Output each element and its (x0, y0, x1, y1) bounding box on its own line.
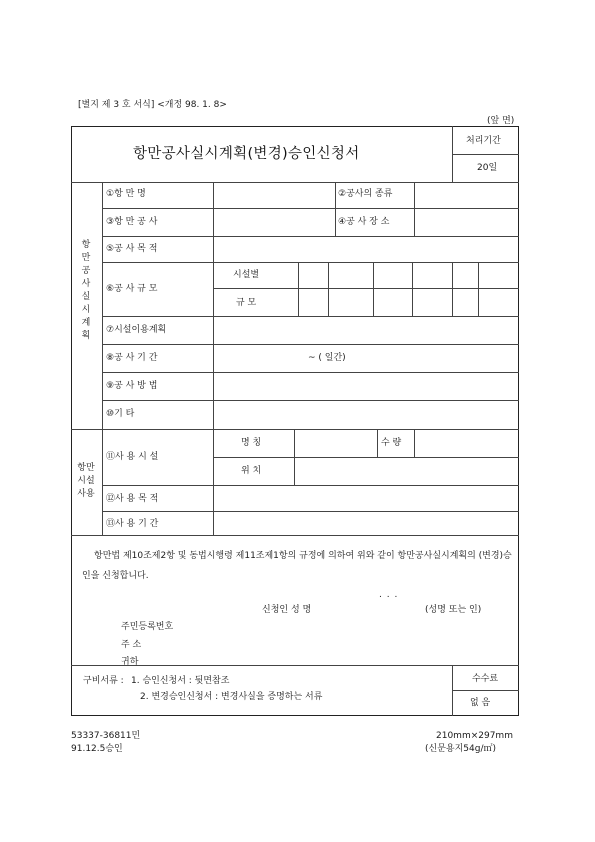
fee-value: 없 음 (470, 698, 491, 708)
approval-date: 91.12.5승인 (71, 744, 123, 754)
divider (452, 690, 519, 691)
use-purpose-field[interactable] (214, 486, 518, 510)
form-code: 53337-36811민 (71, 731, 141, 741)
period-value[interactable]: ~ ( 일간) (308, 353, 346, 363)
quantity-label: 수 량 (381, 438, 402, 448)
addressee-label: 귀하 (121, 657, 139, 667)
attachment-item-1: 1. 승인신청서 : 뒷면참조 (131, 676, 230, 686)
divider (377, 429, 378, 457)
scale-facility-label: 시설별 (233, 270, 260, 280)
purpose-label: ⑤공 사 목 적 (106, 244, 158, 254)
period-label: ⑧공 사 기 간 (106, 353, 158, 363)
facility-name-field[interactable] (295, 430, 376, 456)
form-reference: [별지 제 3 호 서식] <개정 98. 1. 8> (78, 100, 227, 110)
paper-size: 210mm×297mm (436, 731, 513, 741)
work-site-field[interactable] (415, 209, 518, 235)
address-label: 주 소 (121, 640, 142, 650)
location-field[interactable] (295, 458, 518, 484)
scale-label: ⑥공 사 규 모 (106, 284, 158, 294)
signature-label: (성명 또는 인) (425, 605, 482, 615)
other-field[interactable] (214, 401, 518, 428)
divider (452, 126, 453, 182)
method-field[interactable] (214, 373, 518, 399)
section-label-port-facility-use: 항만 시설 사용 (77, 463, 95, 499)
divider (71, 535, 519, 536)
paper-type: (신문용지54g/㎡) (425, 744, 496, 754)
use-facility-label: ⑪사 용 시 설 (106, 452, 159, 462)
divider (335, 182, 336, 236)
work-type-field[interactable] (415, 183, 518, 207)
divider (102, 344, 519, 345)
form-title: 항만공사실시계획(변경)승인신청서 (133, 146, 360, 162)
declaration-text: 항만법 제10조제2항 및 동법시행령 제11조제1항의 규정에 의하여 위와 같이 항만공사실시계획의 (변경)승인을 신청합니다. (82, 551, 512, 581)
fee-label: 수수료 (472, 674, 499, 684)
quantity-field[interactable] (415, 430, 518, 456)
scale-field[interactable] (299, 263, 518, 315)
divider (452, 154, 519, 155)
divider (102, 182, 103, 535)
work-site-label: ④공 사 장 소 (338, 217, 390, 227)
attachments-label: 구비서류 : (83, 676, 124, 686)
date-line[interactable]: . . . (379, 590, 399, 600)
resident-number-label: 주민등록번호 (121, 622, 174, 632)
use-period-field[interactable] (214, 512, 518, 534)
processing-period-value: 20일 (477, 163, 498, 173)
other-label: ⑩기 타 (106, 409, 135, 419)
section-label-construction-plan: 항 만 공 사 실 시 계 획 (81, 240, 91, 341)
port-name-label: ①항 만 명 (106, 189, 146, 199)
location-label: 위 치 (241, 466, 262, 476)
use-period-label: ⑬사 용 기 간 (106, 519, 159, 529)
attachment-item-2: 2. 변경승인신청서 : 변경사실을 증명하는 서류 (140, 692, 323, 702)
port-work-field[interactable] (214, 209, 334, 235)
scale-size-label: 규 모 (236, 298, 257, 308)
applicant-name-label: 신청인 성 명 (262, 605, 312, 615)
facility-use-plan-field[interactable] (214, 317, 518, 343)
work-type-label: ②공사의 종류 (338, 189, 393, 199)
port-work-label: ③항 만 공 사 (106, 217, 158, 227)
facility-name-label: 명 칭 (241, 438, 262, 448)
use-purpose-label: ⑫사 용 목 적 (106, 494, 159, 504)
processing-period-label: 처리기간 (466, 136, 501, 146)
purpose-field[interactable] (214, 237, 518, 261)
divider (452, 665, 453, 716)
port-name-field[interactable] (214, 183, 334, 207)
page-side-label: (앞 면) (487, 116, 515, 126)
method-label: ⑨공 사 방 법 (106, 381, 158, 391)
facility-use-plan-label: ⑦시설이용계획 (106, 325, 167, 335)
